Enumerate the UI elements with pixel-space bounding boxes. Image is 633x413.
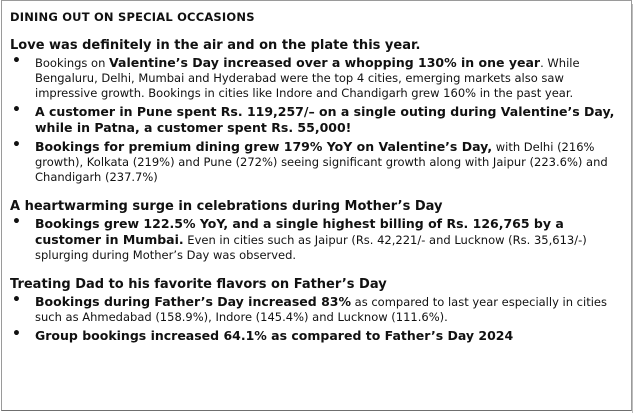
- bullet-text: with Delhi (216% growth), Kolkata (219%) and Pune (272%) seeing significant growth along with Jaipur (223.6%) and Chandigarh (237.7%): [35, 140, 608, 184]
- bullet-text: . While Bengaluru, Delhi, Mumbai and Hyderabad were the top 4 cities, emerging markets also saw impressive growth. Bookings in cities like Indore and Chandigarh grew 160% in the past year.: [35, 56, 580, 100]
- section-heading-fathers-day: Treating Dad to his favorite flavors on Father’s Day: [10, 277, 387, 292]
- section-heading-valentines: Love was definitely in the air and on the plate this year.: [10, 38, 421, 53]
- slide-frame: [1, 0, 632, 411]
- list-item: [10, 139, 621, 185]
- bullet-bold-text: Bookings for premium dining grew 179% YoY on Valentine’s Day,: [35, 139, 493, 154]
- slide-content: [2, 1, 631, 344]
- bullet-text: as compared to last year especially in cities such as Ahmedabad (158.9%), Indore (145.4%) and Lucknow (111.6%).: [35, 295, 607, 324]
- list-item: [10, 294, 621, 325]
- list-item: [10, 216, 621, 263]
- list-item: [10, 328, 621, 344]
- list-item: [10, 55, 621, 101]
- bullet-list-valentines: [10, 55, 621, 185]
- bullet-bold-text: Bookings grew 122.5% YoY, and a single highest billing of Rs. 126,765 by a customer in Mumbai.: [35, 216, 564, 247]
- bullet-text: Bookings on: [35, 56, 110, 70]
- bullet-text: Even in cities such as Jaipur (Rs. 42,221/- and Lucknow (Rs. 35,613/-) splurging during Mother’s Day was observed.: [35, 233, 587, 262]
- page-title: DINING OUT ON SPECIAL OCCASIONS: [10, 10, 255, 24]
- bullet-list-mothers-day: [10, 216, 621, 263]
- bullet-bold-text: Valentine’s Day increased over a whopping 130% in one year: [109, 55, 541, 70]
- section-heading-mothers-day: A heartwarming surge in celebrations during Mother’s Day: [10, 199, 443, 214]
- bullet-bold-text: Group bookings increased 64.1% as compared to Father’s Day 2024: [35, 328, 514, 343]
- bullet-bold-text: A customer in Pune spent Rs. 119,257/– on a single outing during Valentine’s Day, while in Patna, a customer spent Rs. 55,000!: [35, 104, 615, 135]
- bullet-bold-text: Bookings during Father’s Day increased 83%: [35, 294, 351, 309]
- bullet-list-fathers-day: [10, 294, 621, 344]
- list-item: [10, 104, 621, 136]
